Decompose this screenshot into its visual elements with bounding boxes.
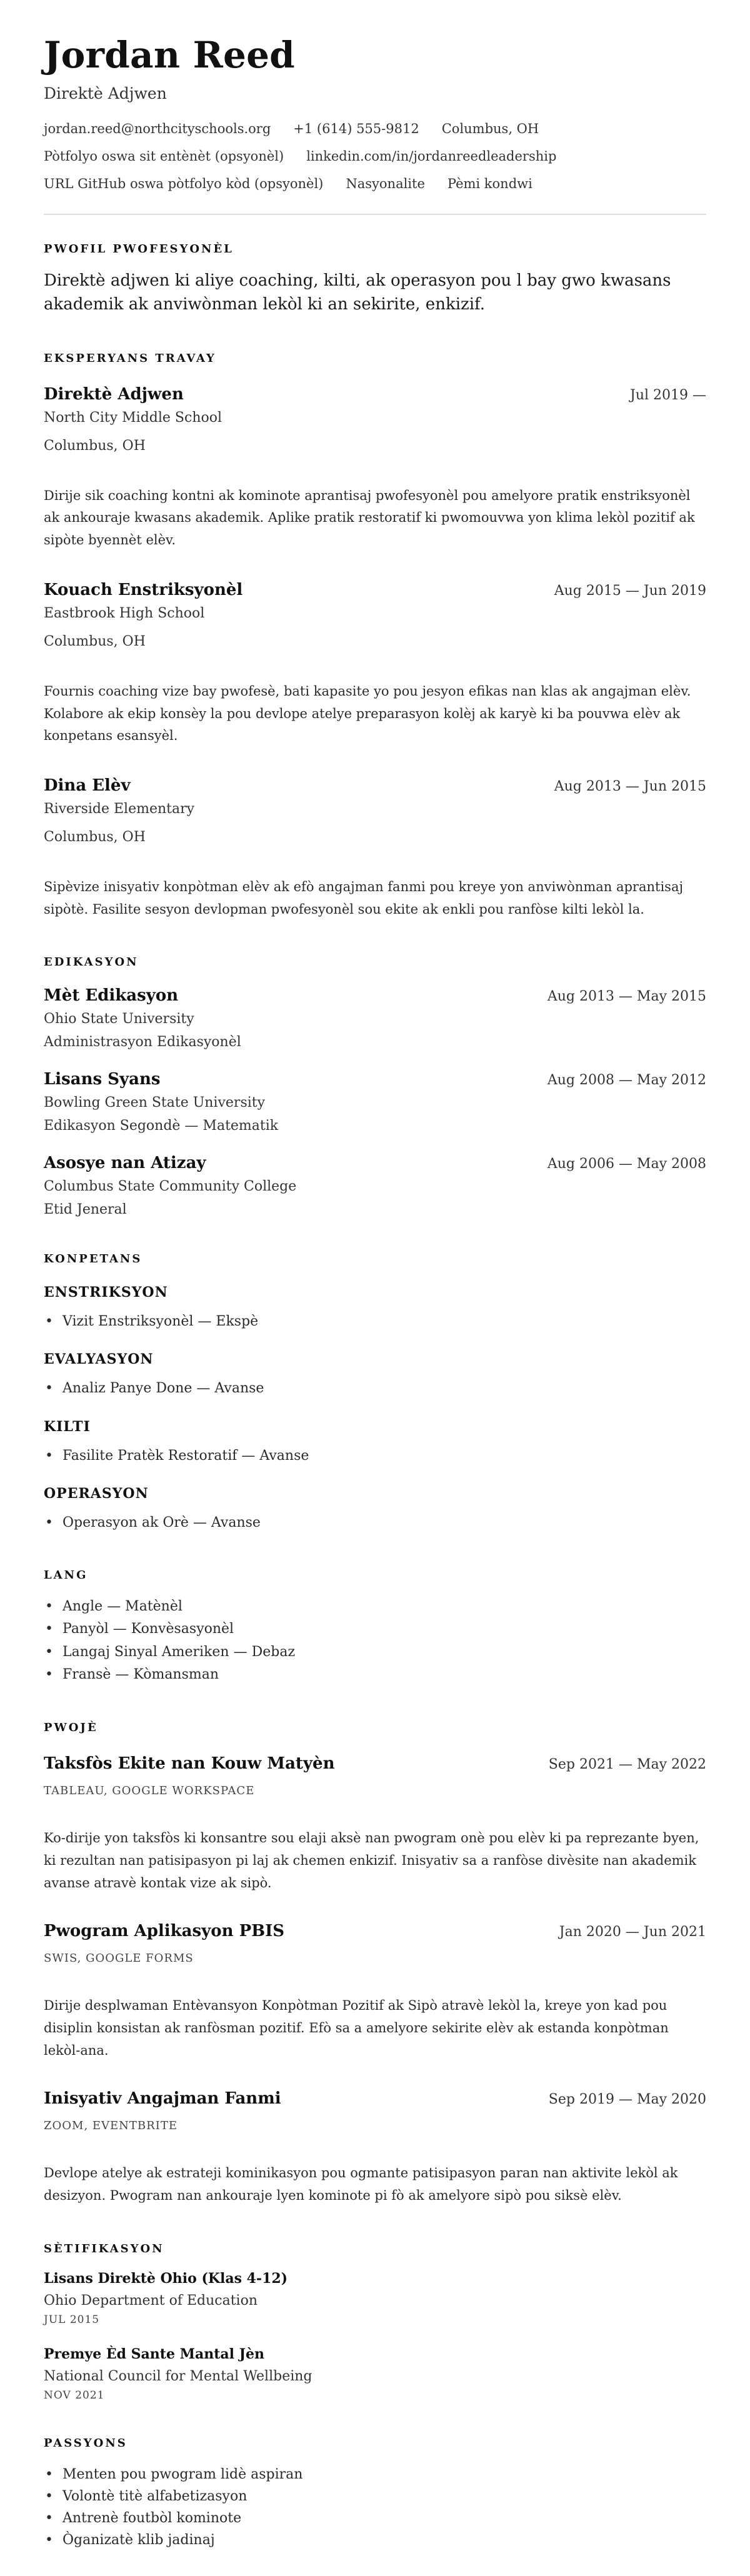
certification-entry	[44, 2346, 706, 2402]
degree-field: Etid Jeneral	[44, 1202, 127, 1218]
project-title: Inisyativ Angajman Fanmi	[44, 2089, 281, 2109]
project-tech: SWIS, GOOGLE FORMS	[44, 1952, 194, 1965]
degree-title: Lisans Syans	[44, 1070, 161, 1089]
degree-date: Aug 2008 — May 2012	[547, 1072, 706, 1089]
language-item: • Angle — Matènèl	[44, 1595, 706, 1618]
certification-issuer: Ohio Department of Education	[44, 2292, 258, 2309]
project-date: Sep 2021 — May 2022	[548, 1757, 706, 1773]
skills-section	[44, 1252, 706, 1534]
education-entry	[44, 1154, 706, 1217]
school-name: Bowling Green State University	[44, 1095, 266, 1111]
hobby-item: • Menten pou pwogram lidè aspiran	[44, 2464, 706, 2485]
skill-list	[44, 1445, 706, 1467]
hobby-item: • Volontè titè alfabetizasyon	[44, 2485, 706, 2507]
contact-email[interactable]: jordan.reed@northcityschools.org	[44, 121, 271, 136]
project-date: Jan 2020 — Jun 2021	[559, 1924, 706, 1940]
degree-date: Aug 2013 — May 2015	[547, 989, 706, 1005]
degree-field: Administrasyon Edikasyonèl	[44, 1034, 241, 1051]
education-entry	[44, 1070, 706, 1134]
project-entry	[44, 2089, 706, 2207]
job-location: Columbus, OH	[44, 437, 146, 454]
section-title-experience: EKSPERYANS TRAVAY	[44, 351, 216, 365]
header-divider	[44, 214, 706, 215]
experience-section	[44, 352, 706, 921]
project-title: Pwogram Aplikasyon PBIS	[44, 1922, 285, 1941]
language-list	[44, 1595, 706, 1686]
job-location: Columbus, OH	[44, 829, 146, 845]
certifications-section	[44, 2242, 706, 2402]
skill-category: ENSTRIKSYON	[44, 1284, 168, 1301]
section-title-skills: KONPETANS	[44, 1252, 142, 1266]
section-title-certifications: SÈTIFIKASYON	[44, 2242, 164, 2255]
skill-category: EVALYASYON	[44, 1351, 154, 1368]
skill-list	[44, 1310, 706, 1332]
section-title-projects: PWOJÈ	[44, 1721, 98, 1735]
school-name: Columbus State Community College	[44, 1179, 297, 1195]
project-description: Ko-dirije yon taksfòs ki konsantre sou elaji aksè nan pwogram onè pou elèv ki pa reprezante byen, ki rezultan nan patisipasyon pi laj ak chemen enkizif. Inisyativ sa a ranfòse divèsite nan akademik avanse atravè kontak vize ak sipò.	[44, 1830, 699, 1890]
skill-category: OPERASYON	[44, 1485, 149, 1502]
skill-item: • Vizit Enstriksyonèl — Ekspè	[44, 1310, 706, 1332]
experience-entry	[44, 581, 706, 747]
project-tech: ZOOM, EVENTBRITE	[44, 2119, 178, 2133]
section-title-hobbies: PASSYONS	[44, 2436, 128, 2450]
contact-driving-license: Pèmi kondwi	[447, 176, 532, 191]
skill-item: • Analiz Panye Done — Avanse	[44, 1377, 706, 1399]
skill-item: • Operasyon ak Orè — Avanse	[44, 1512, 706, 1534]
contact-row-2	[44, 149, 706, 164]
job-title: Kouach Enstriksyonèl	[44, 580, 243, 599]
job-description: Sipèvize inisyativ konpòtman elèv ak efò angajman fanmi pou kreye yon anviwònman aprantisaj sipòtè. Fasilite sesyon devlopman pwofesyonèl sou ekite ak enkli pou ranfòse kilti lekòl la.	[44, 879, 683, 917]
profile-section	[44, 242, 706, 317]
hobby-list	[44, 2464, 706, 2552]
projects-section	[44, 1721, 706, 2207]
job-date: Aug 2013 — Jun 2015	[554, 778, 706, 794]
job-employer: North City Middle School	[44, 409, 222, 426]
job-description: Dirije sik coaching kontni ak kominote aprantisaj pwofesyonèl pou amelyore pratik enstriksyonèl ak ankouraje kwasans akademik. Aplike pratik restoratif ki pwomouvwa yon klima lekòl pozitif ak sipòte byennèt elèv.	[44, 487, 695, 548]
resume-header	[44, 36, 706, 191]
degree-title: Asosye nan Atizay	[44, 1154, 206, 1173]
project-description: Devlope atelye ak estrateji kominikasyon pou ogmante patisipasyon paran nan aktivite lekòl ak desizyon. Pwogram nan ankouraje lyen kominote pi fò ak amelyore sipò pou siksè elèv.	[44, 2165, 678, 2204]
school-name: Ohio State University	[44, 1011, 194, 1027]
experience-entry	[44, 776, 706, 921]
degree-field: Edikasyon Segondè — Matematik	[44, 1118, 279, 1134]
language-item: • Panyòl — Konvèsasyonèl	[44, 1618, 706, 1640]
hobby-item: • Antrenè foutbòl kominote	[44, 2507, 706, 2529]
experience-entry	[44, 385, 706, 552]
job-title: Dina Elèv	[44, 776, 131, 795]
job-employer: Eastbrook High School	[44, 605, 205, 621]
job-title: Direktè Adjwen	[44, 384, 184, 404]
certification-issuer: National Council for Mental Wellbeing	[44, 2368, 312, 2384]
project-title: Taksfòs Ekite nan Kouw Matyèn	[44, 1754, 335, 1774]
project-tech: TABLEAU, GOOGLE WORKSPACE	[44, 1784, 255, 1798]
contact-phone[interactable]: +1 (614) 555-9812	[293, 121, 419, 136]
candidate-name: Jordan Reed	[44, 34, 295, 76]
section-title-profile: PWOFIL PWOFESYONÈL	[44, 242, 234, 256]
profile-summary: Direktè adjwen ki aliye coaching, kilti, ak operasyon pou l bay gwo kwasans akademik ak anviwònman lekòl ki an sekirite, enkizif.	[44, 271, 671, 314]
skill-item: • Fasilite Pratèk Restoratif — Avanse	[44, 1445, 706, 1467]
contact-location: Columbus, OH	[441, 121, 539, 136]
certification-name: Lisans Direktè Ohio (Klas 4-12)	[44, 2270, 288, 2287]
degree-date: Aug 2006 — May 2008	[547, 1156, 706, 1172]
certification-name: Premye Èd Sante Mantal Jèn	[44, 2345, 265, 2362]
project-date: Sep 2019 — May 2020	[548, 2092, 706, 2108]
education-section	[44, 956, 706, 1217]
skill-list	[44, 1512, 706, 1534]
contact-linkedin[interactable]: linkedin.com/in/jordanreedleadership	[306, 148, 557, 164]
certification-date: JUL 2015	[44, 2313, 100, 2326]
job-date: Jul 2019 —	[630, 387, 706, 403]
contact-row-1	[44, 121, 706, 136]
section-title-education: EDIKASYON	[44, 956, 139, 969]
job-description: Fournis coaching vize bay pwofesè, bati kapasite yo pou jesyon efikas nan klas ak angajman elèv. Kolabore ak ekip konsèy la pou devlope atelye preparasyon kolèj ak karyè ki ba pouvwa elèv ak konpetans esansyèl.	[44, 683, 691, 744]
certification-entry	[44, 2270, 706, 2326]
job-date: Aug 2015 — Jun 2019	[554, 582, 706, 599]
contact-row-3	[44, 176, 706, 191]
skill-category: KILTI	[44, 1418, 91, 1435]
contact-nationality: Nasyonalite	[346, 176, 425, 191]
certification-date: NOV 2021	[44, 2389, 105, 2402]
degree-title: Mèt Edikasyon	[44, 986, 179, 1006]
project-entry	[44, 1922, 706, 2062]
job-location: Columbus, OH	[44, 633, 146, 649]
language-item: • Fransè — Kòmansman	[44, 1664, 706, 1686]
education-entry	[44, 986, 706, 1050]
skill-list	[44, 1377, 706, 1399]
language-item: • Langaj Sinyal Ameriken — Debaz	[44, 1641, 706, 1664]
contact-portfolio[interactable]: Pòtfolyo oswa sit entènèt (opsyonèl)	[44, 148, 284, 164]
candidate-title: Direktè Adjwen	[44, 84, 167, 102]
project-entry	[44, 1754, 706, 1894]
languages-section	[44, 1569, 706, 1686]
contact-github[interactable]: URL GitHub oswa pòtfolyo kòd (opsyonèl)	[44, 176, 324, 191]
section-title-languages: LANG	[44, 1569, 88, 1582]
hobbies-section	[44, 2437, 706, 2552]
project-description: Dirije desplwaman Entèvansyon Konpòtman Pozitif ak Sipò atravè lekòl la, kreye yon kad pou disiplin konsistan ak ranfòsman pozitif. Efò sa a amelyore sekirite elèv ak estanda konpòtman lekòl-ana.	[44, 1998, 669, 2058]
job-employer: Riverside Elementary	[44, 801, 195, 817]
hobby-item: • Òganizatè klib jadinaj	[44, 2529, 706, 2551]
